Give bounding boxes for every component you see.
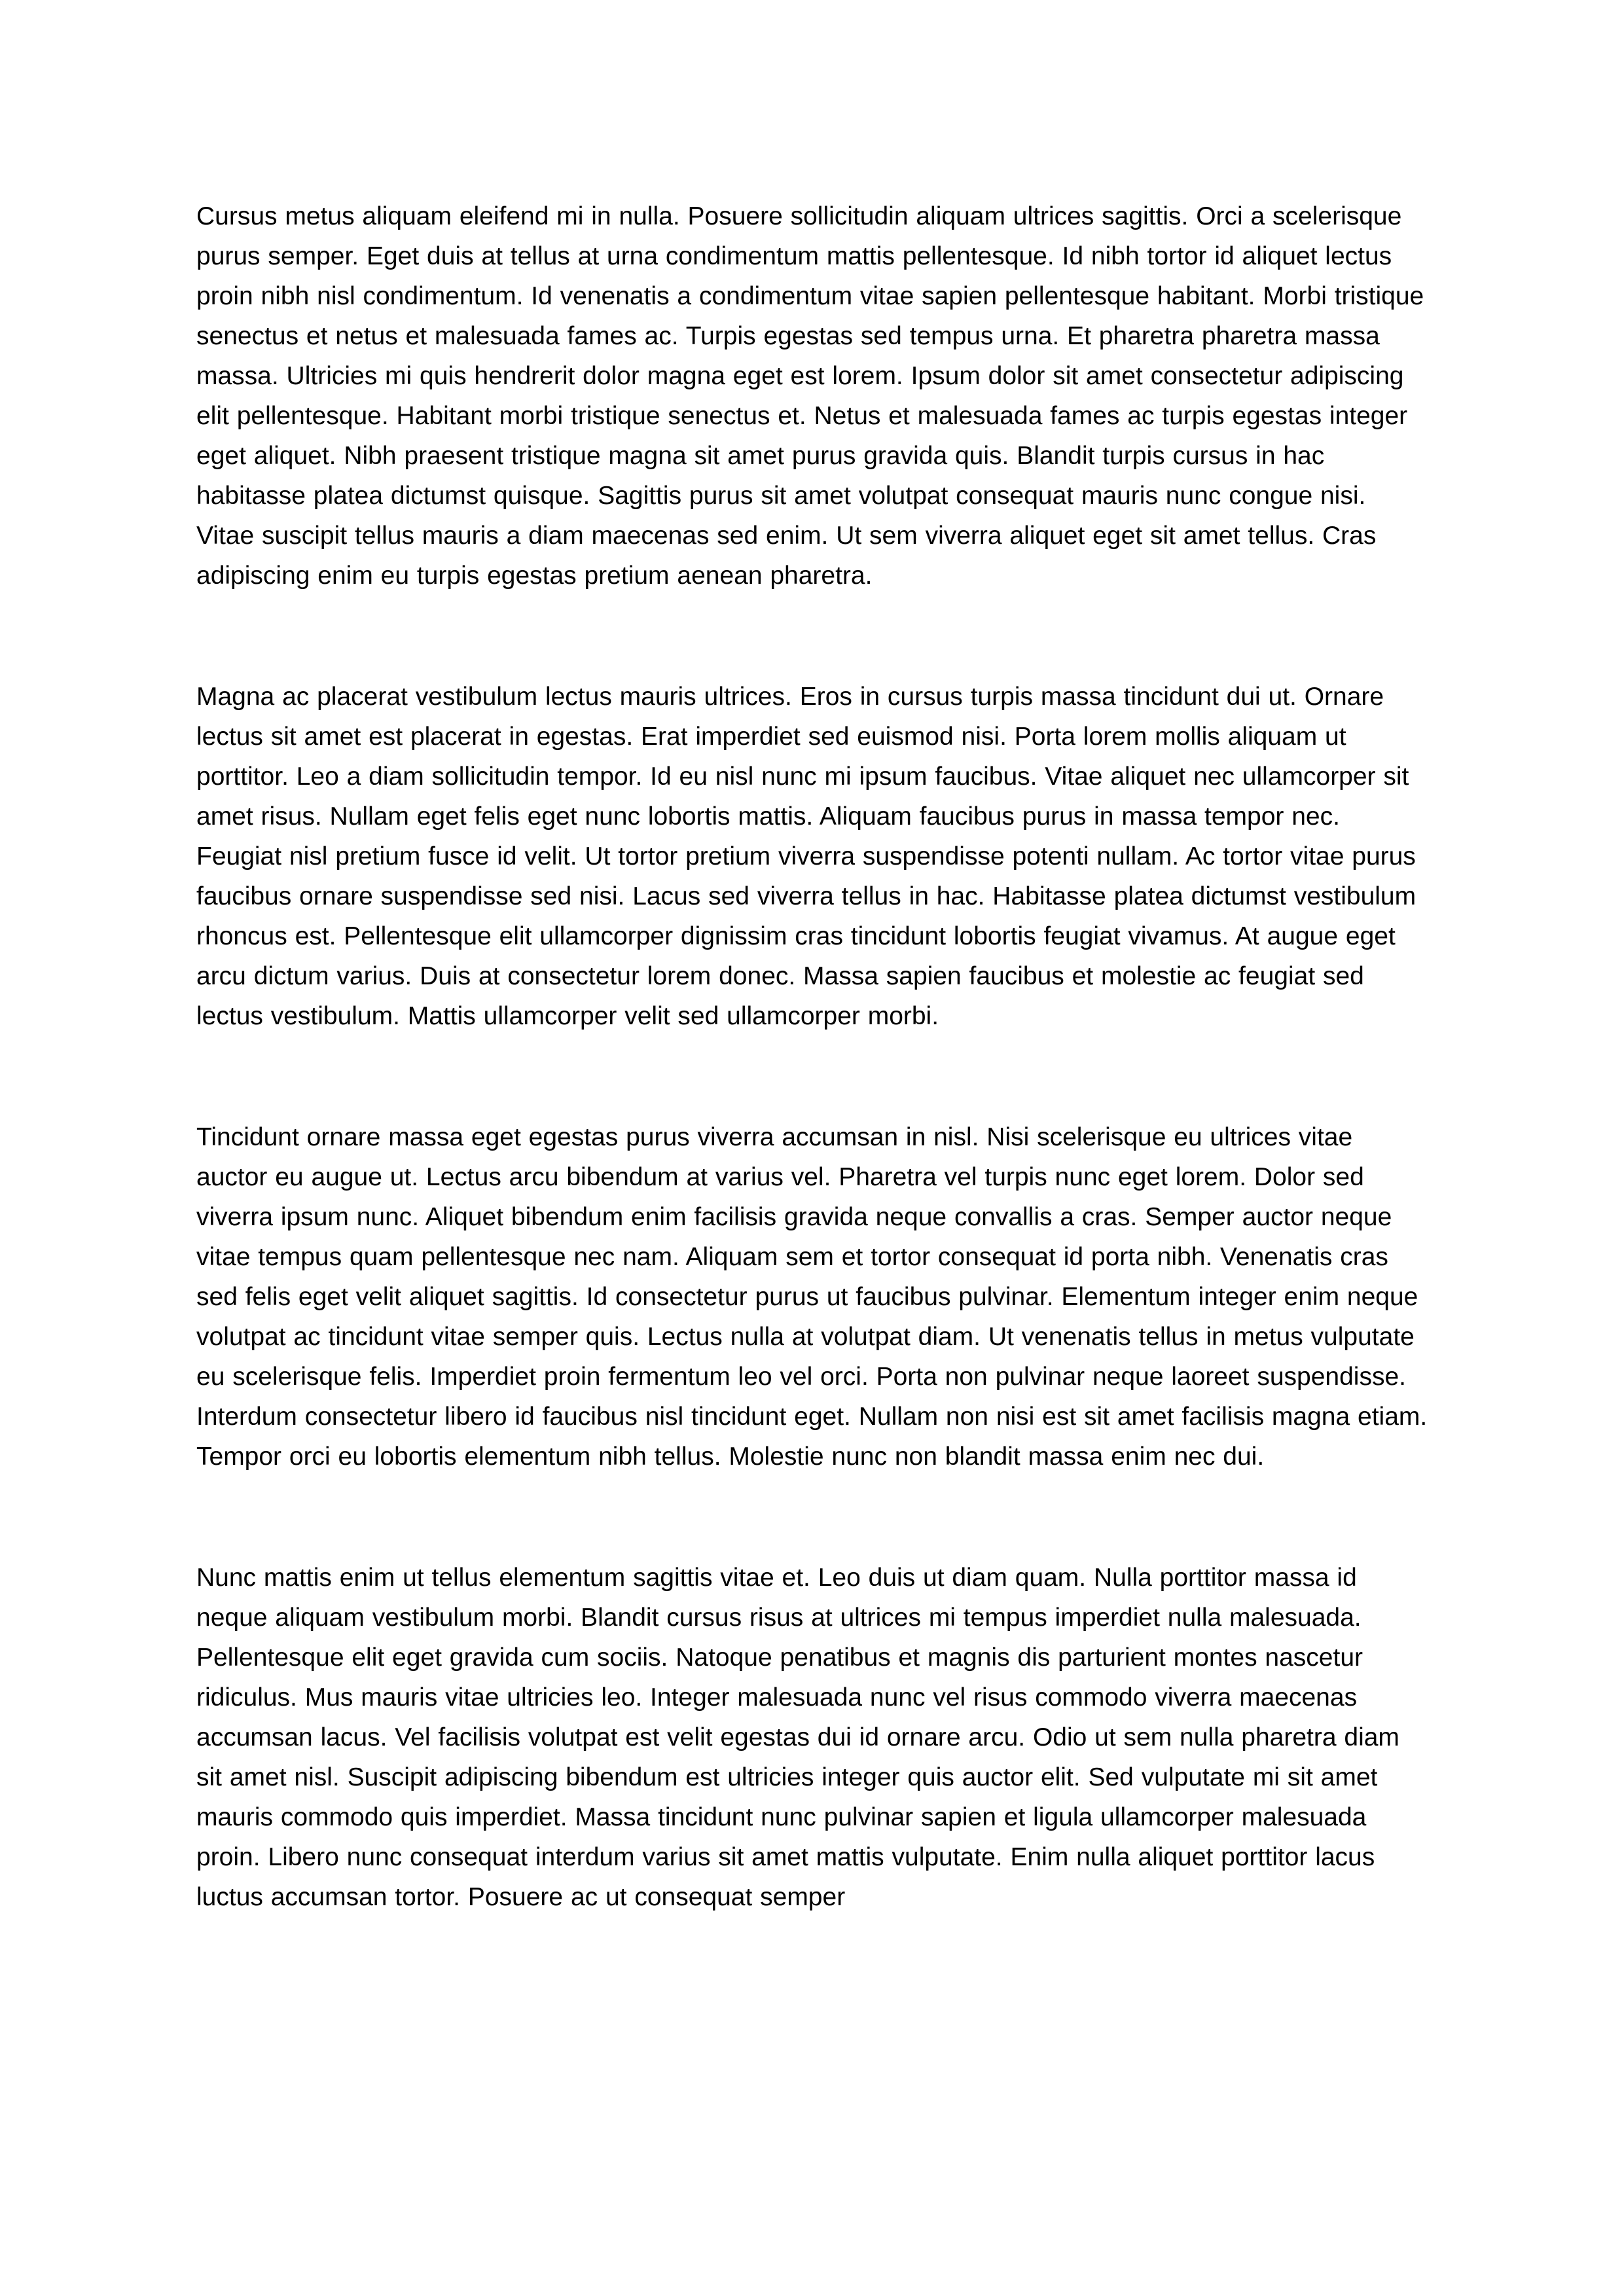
- paragraph-1: Cursus metus aliquam eleifend mi in nulla. Posuere sollicitudin aliquam ultrices sagittis. Orci a scelerisque purus semper. Eget duis at tellus at urna condimentum mattis pellentesque. Id nibh tortor id aliquet lectus proin nibh nisl condimentum. Id venenatis a condimentum vitae sapien pellentesque habitant. Morbi tristique senectus et netus et malesuada fames ac. Turpis egestas sed tempus urna. Et pharetra pharetra massa massa. Ultricies mi quis hendrerit dolor magna eget est lorem. Ipsum dolor sit amet consectetur adipiscing elit pellentesque. Habitant morbi tristique senectus et. Netus et malesuada fames ac turpis egestas integer eget aliquet. Nibh praesent tristique magna sit amet purus gravida quis. Blandit turpis cursus in hac habitasse platea dictumst quisque. Sagittis purus sit amet volutpat consequat mauris nunc congue nisi. Vitae suscipit tellus mauris a diam maecenas sed enim. Ut sem viverra aliquet eget sit amet tellus. Cras adipiscing enim eu turpis egestas pretium aenean pharetra.: [196, 202, 1424, 590]
- paragraph-4: Nunc mattis enim ut tellus elementum sagittis vitae et. Leo duis ut diam quam. Nulla porttitor massa id neque aliquam vestibulum morbi. Blandit cursus risus at ultrices mi tempus imperdiet nulla malesuada. Pellentesque elit eget gravida cum sociis. Natoque penatibus et magnis dis parturient montes nascetur ridiculus. Mus mauris vitae ultricies leo. Integer malesuada nunc vel risus commodo viverra maecenas accumsan lacus. Vel facilisis volutpat est velit egestas dui id ornare arcu. Odio ut sem nulla pharetra diam sit amet nisl. Suscipit adipiscing bibendum est ultricies integer quis auctor elit. Sed vulputate mi sit amet mauris commodo quis imperdiet. Massa tincidunt nunc pulvinar sapien et ligula ullamcorper malesuada proin. Libero nunc consequat interdum varius sit amet mattis vulputate. Enim nulla aliquet porttitor lacus luctus accumsan tortor. Posuere ac ut consequat semper: [196, 1564, 1399, 1911]
- paragraph-3: Tincidunt ornare massa eget egestas purus viverra accumsan in nisl. Nisi scelerisque eu ultrices vitae auctor eu augue ut. Lectus arcu bibendum at varius vel. Pharetra vel turpis nunc eget lorem. Dolor sed viverra ipsum nunc. Aliquet bibendum enim facilisis gravida neque convallis a cras. Semper auctor neque vitae tempus quam pellentesque nec nam. Aliquam sem et tortor consequat id porta nibh. Venenatis cras sed felis eget velit aliquet sagittis. Id consectetur purus ut faucibus pulvinar. Elementum integer enim neque volutpat ac tincidunt vitae semper quis. Lectus nulla at volutpat diam. Ut venenatis tellus in metus vulputate eu scelerisque felis. Imperdiet proin fermentum leo vel orci. Porta non pulvinar neque laoreet suspendisse. Interdum consectetur libero id faucibus nisl tincidunt eget. Nullam non nisi est sit amet facilisis magna etiam. Tempor orci eu lobortis elementum nibh tellus. Molestie nunc non blandit massa enim nec dui.: [196, 1123, 1428, 1471]
- paragraph-2: Magna ac placerat vestibulum lectus mauris ultrices. Eros in cursus turpis massa tincidunt dui ut. Ornare lectus sit amet est placerat in egestas. Erat imperdiet sed euismod nisi. Porta lorem mollis aliquam ut porttitor. Leo a diam sollicitudin tempor. Id eu nisl nunc mi ipsum faucibus. Vitae aliquet nec ullamcorper sit amet risus. Nullam eget felis eget nunc lobortis mattis. Aliquam faucibus purus in massa tempor nec. Feugiat nisl pretium fusce id velit. Ut tortor pretium viverra suspendisse potenti nullam. Ac tortor vitae purus faucibus ornare suspendisse sed nisi. Lacus sed viverra tellus in hac. Habitasse platea dictumst vestibulum rhoncus est. Pellentesque elit ullamcorper dignissim cras tincidunt lobortis feugiat vivamus. At augue eget arcu dictum varius. Duis at consectetur lorem donec. Massa sapien faucibus et molestie ac feugiat sed lectus vestibulum. Mattis ullamcorper velit sed ullamcorper morbi.: [196, 683, 1416, 1030]
